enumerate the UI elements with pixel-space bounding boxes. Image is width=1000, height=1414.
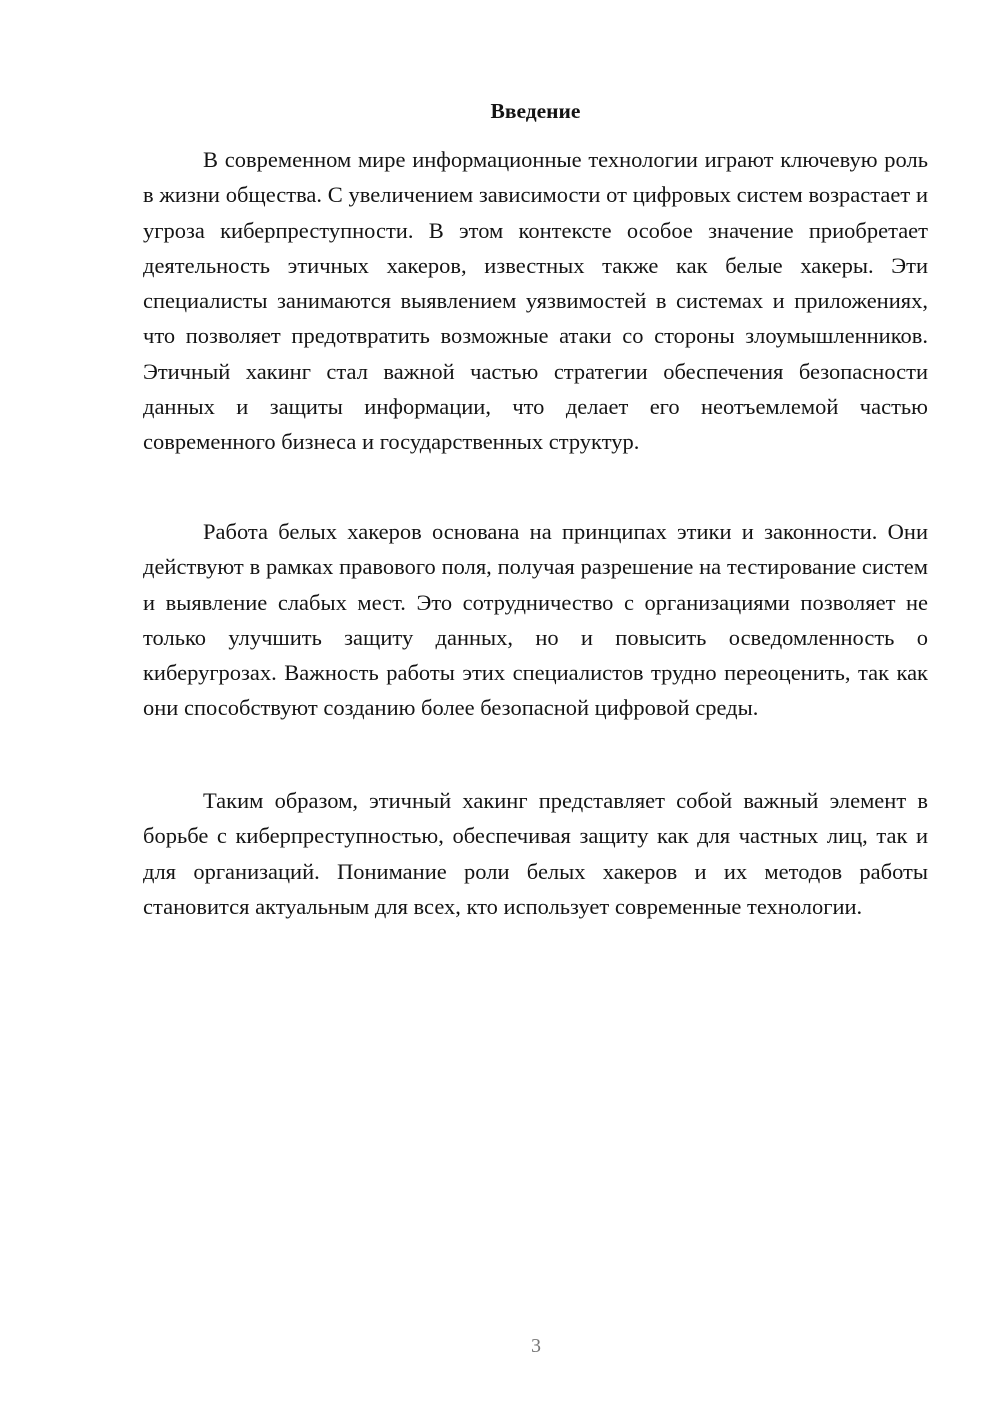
paragraph-introduction: В современном мире информационные технологии играют ключевую роль в жизни общества. С увеличением зависимости от цифровых систем возрастает и угроза киберпреступности. В этом контексте особое значение приобретает деятельность этичных хакеров, известных также как белые хакеры. Эти специалисты занимаются выявлением уязвимостей в системах и приложениях, что позволяет предотвратить возможные атаки со стороны злоумышленников. Этичный хакинг стал важной частью стратегии обеспечения безопасности данных и защиты информации, что делает его неотъемлемой частью современного бизнеса и государственных структур. — [143, 147, 928, 455]
paragraph-conclusion: Таким образом, этичный хакинг представляет собой важный элемент в борьбе с киберпреступностью, обеспечивая защиту как для частных лиц, так и для организаций. Понимание роли белых хакеров и их методов работы становится актуальным для всех, кто использует современные технологии. — [143, 788, 928, 919]
section-heading: Введение — [490, 99, 581, 123]
paragraph-white-hackers-work: Работа белых хакеров основана на принципах этики и законности. Они действуют в рамках правового поля, получая разрешение на тестирование систем и выявление слабых мест. Это сотрудничество с организациями позволяет не только улучшить защиту данных, но и повысить осведомленность о киберугрозах. Важность работы этих специалистов трудно переоценить, так как они способствуют созданию более безопасной цифровой среды. — [143, 519, 928, 721]
page-number: 3 — [531, 1335, 541, 1357]
